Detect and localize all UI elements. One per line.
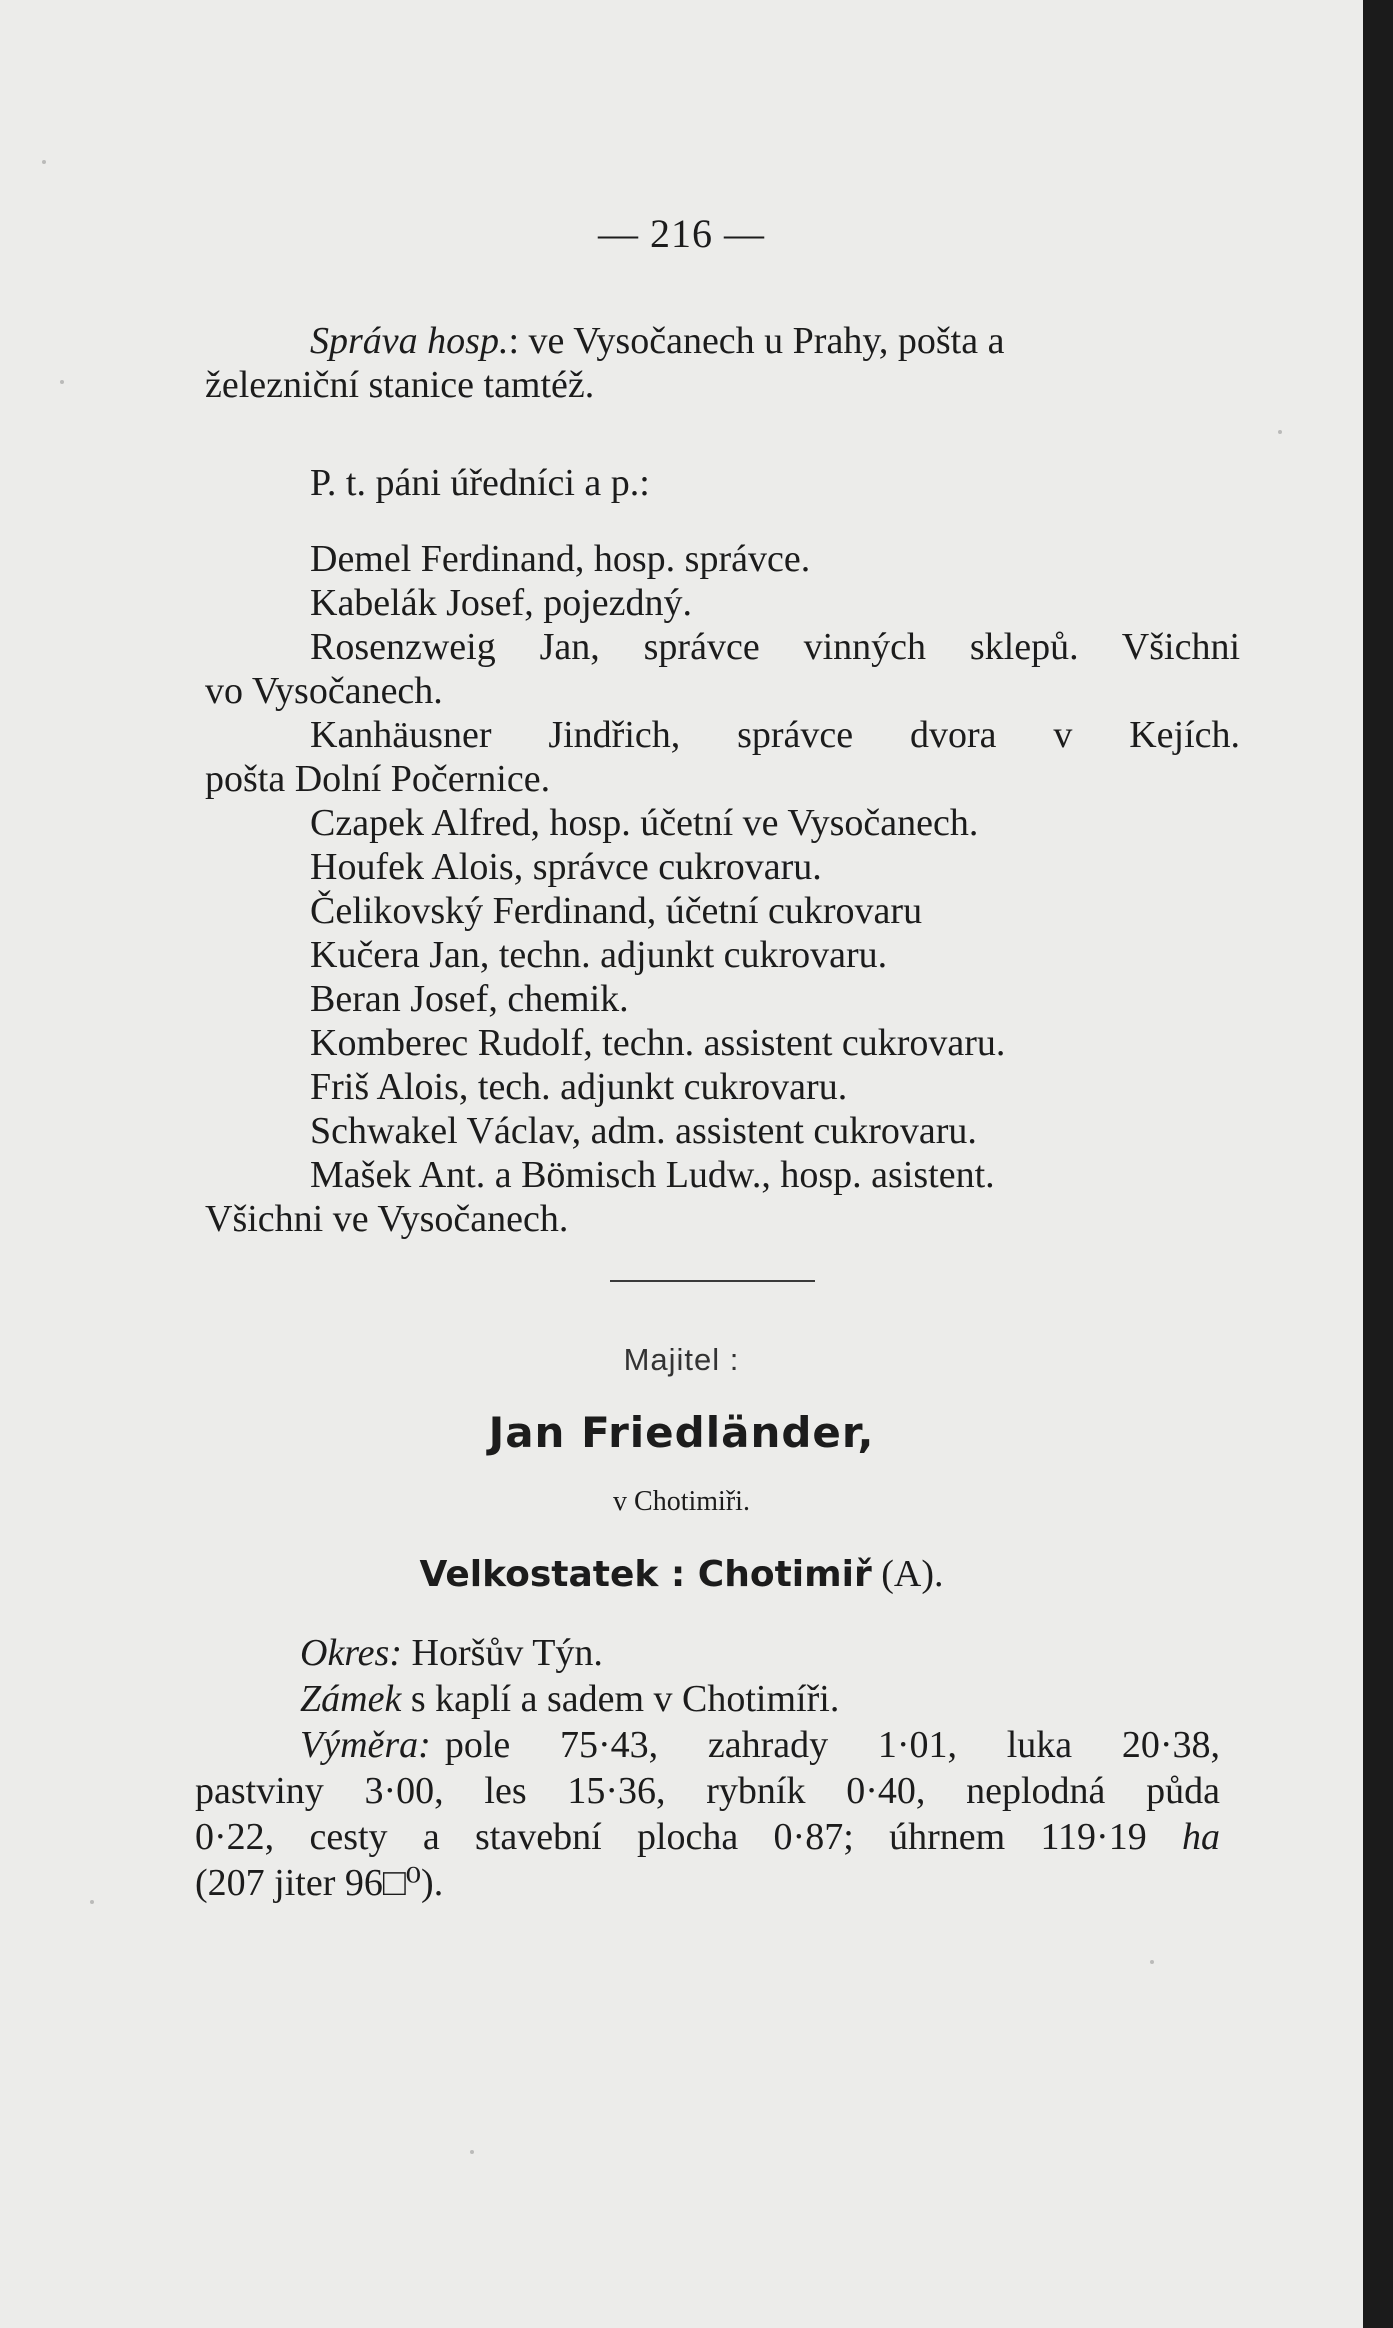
page-number: — 216 — [598, 211, 765, 256]
district-label: Okres: [300, 1632, 402, 1674]
staff-line: Friš Alois, tech. adjunkt cukrovaru. [310, 1066, 848, 1108]
staff-line: vo Vysočanech. [205, 670, 443, 712]
administration-label: Správa hosp. [310, 320, 509, 362]
area-line-1 [300, 1726, 1220, 1764]
castle-line [300, 1680, 839, 1718]
estate-label: Velkostatek : Chotimiř [419, 1554, 872, 1595]
area-unit: ha [1182, 1816, 1221, 1858]
staff-line: Komberec Rudolf, techn. assistent cukrovaru. [310, 1022, 1006, 1064]
staff-line: Kanhäusner Jindřich, správce dvora v Kejích. [310, 714, 1240, 756]
castle-value: s kaplí a sadem v Chotimíři. [410, 1678, 840, 1720]
estate-suffix: (A). [881, 1553, 944, 1595]
area-text-3: 0·22, cesty a stavební plocha 0·87; úhrnem 119·19 [195, 1816, 1147, 1858]
section-divider [610, 1280, 815, 1282]
owner-name: Jan Friedländer, [488, 1408, 875, 1457]
staff-line: Kabelák Josef, pojezdný. [310, 582, 692, 624]
area-line-2: pastviny 3·00, les 15·36, rybník 0·40, neplodná půda [195, 1770, 1220, 1812]
staff-line: Rosenzweig Jan, správce vinných sklepů. Všichni [310, 626, 1240, 668]
staff-line: Demel Ferdinand, hosp. správce. [310, 538, 811, 580]
district-value: Horšův Týn. [411, 1632, 603, 1674]
staff-intro: P. t. páni úředníci a p.: [310, 462, 650, 504]
area-line-4: (207 jiter 96□⁰). [195, 1862, 444, 1904]
staff-line: Kučera Jan, techn. adjunkt cukrovaru. [310, 934, 888, 976]
staff-line: Beran Josef, chemik. [310, 978, 629, 1020]
owner-place: v Chotimiři. [613, 1486, 750, 1517]
staff-line: Schwakel Václav, adm. assistent cukrovaru. [310, 1110, 977, 1152]
district-line [300, 1634, 603, 1672]
staff-line: Všichni ve Vysočanech. [205, 1198, 569, 1240]
staff-line: Houfek Alois, správce cukrovaru. [310, 846, 822, 888]
administration-line-2: železniční stanice tamtéž. [205, 364, 595, 406]
page-edge [1363, 0, 1393, 2328]
area-label: Výměra: [300, 1724, 431, 1766]
staff-line: Czapek Alfred, hosp. účetní ve Vysočanech. [310, 802, 979, 844]
area-line-3 [195, 1818, 1220, 1856]
castle-label: Zámek [300, 1678, 402, 1720]
administration-line-1 [310, 322, 1240, 360]
owner-label: Majitel : [623, 1342, 740, 1377]
estate-heading [0, 1552, 1363, 1596]
staff-line: Čelikovský Ferdinand, účetní cukrovaru [310, 890, 923, 932]
staff-line: pošta Dolní Počernice. [205, 758, 551, 800]
area-text-1: pole 75·43, zahrady 1·01, luka 20·38, [444, 1724, 1220, 1766]
staff-line: Mašek Ant. a Bömisch Ludw., hosp. asistent. [310, 1154, 995, 1196]
administration-text: : ve Vysočanech u Prahy, pošta a [508, 320, 1005, 362]
